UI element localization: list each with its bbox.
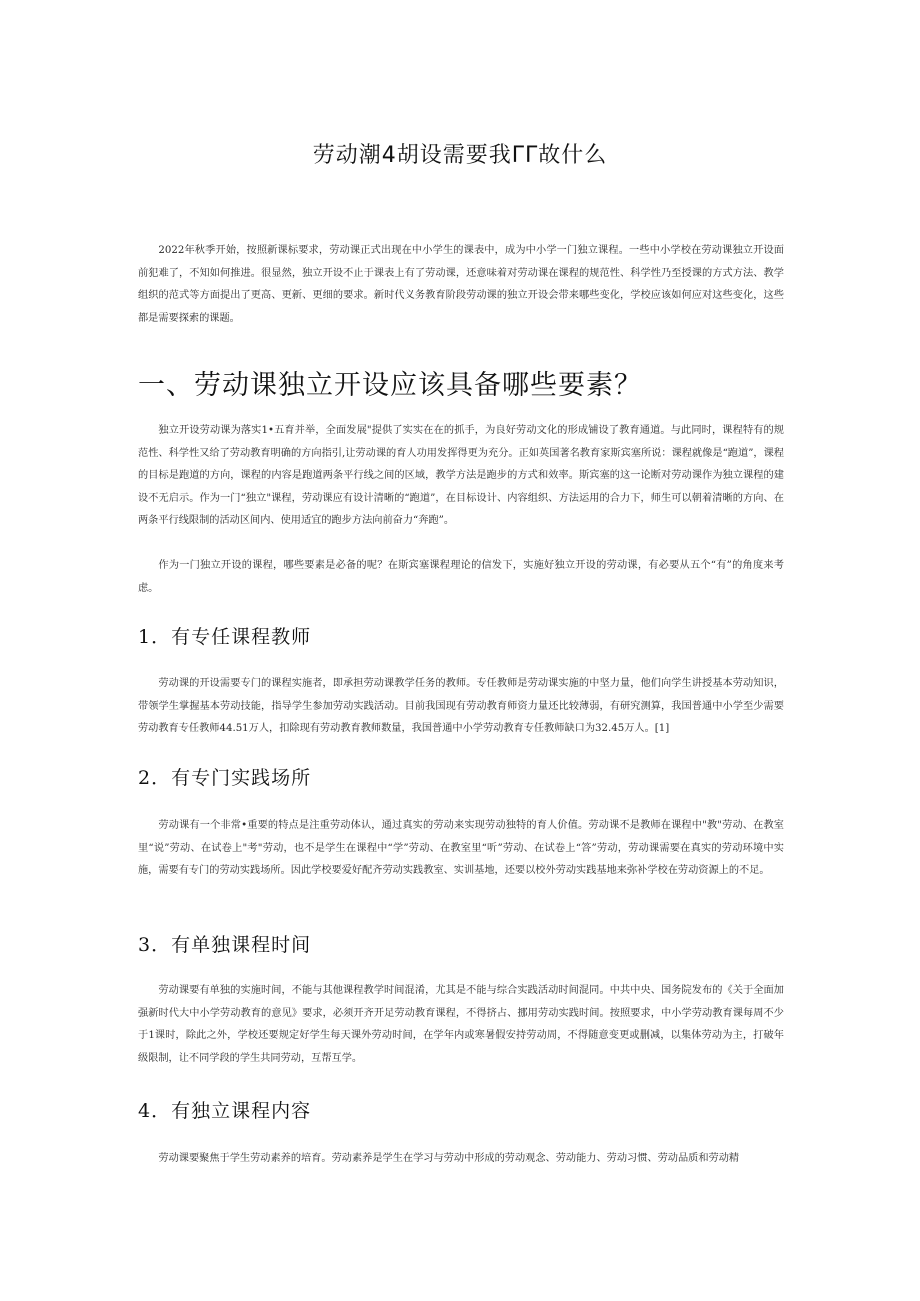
subheading-practice-venues: 2．有专门实践场所 (138, 767, 312, 789)
paragraph-dedicated-teachers: 劳动课的开设需要专门的课程实施者，即承担劳动课教学任务的教师。专任教师是劳动课实施的中坚力量，他们向学生讲授基本劳动知识，带领学生掌握基本劳动技能，指导学生参加劳动实践活动。目前我国现有劳动教育师资力量还比较薄弱，有研究测算，我国普通中小学至少需要劳动教育专任教师44.51万人，扣除现有劳动教育教师数量，我国普通中小学劳动教育专任教师缺口为32.45万人。[1] (138, 678, 784, 735)
paragraph-practice-venues: 劳动课有一个非常•重要的特点是注重劳动体认，通过真实的劳动来实现劳动独特的育人价值。劳动课不是教师在课程中"教"劳动、在教室里“说”劳动、在试卷上"考"劳动，也不是学生在课程中“学”劳动、在教室里“听”劳动、在试卷上“答”劳动，劳动课需要在真实的劳动环境中实施，需要有专门的劳动实践场所。因此学校要爱好配齐劳动实践教室、实训基地，还要以校外劳动实践基地来弥补学校在劳动资源上的不足。 (138, 820, 784, 877)
paragraph-independent-content: 劳动课要聚焦于学生劳动素养的培育。劳动素养是学生在学习与劳动中形成的劳动观念、劳动能力、劳动习惯、劳动品质和劳动精 (158, 1153, 740, 1164)
document-title: 劳动潮4胡设需要我ΓΓ故什么 (312, 143, 608, 168)
intro-paragraph: 2022年秋季开始，按照新课标要求，劳动课正式出现在中小学生的课表中，成为中小学一门独立课程。一些中小学校在劳动课独立开设面前犯难了，不知如何推进。很显然，独立开设不止于课表上有了劳动课，还意味着对劳动课在课程的规范性、科学性乃至授课的方式方法、教学组织的范式等方面提出了更高、更新、更细的要求。新时代义务教育阶段劳动课的独立开设会带来哪些变化，学校应该如何应对这些变化，这些都是需要探索的课题。 (138, 245, 784, 324)
subheading-separate-time: 3．有单独课程时间 (138, 934, 312, 956)
section1-paragraph-1: 独立开设劳动课为落实1•五育并举，全面发展"提供了实实在在的抓手，为良好劳动文化的形成铺设了教育通道。与此同时，课程特有的规范性、科学性又给了劳动教育明确的方向指引,让劳动课的育人功用发挥得更为充分。正如英国著名教育家斯宾塞所说：课程就像是“跑道”，课程的目标是跑道的方向，课程的内容是跑道两条平行线之间的区域，教学方法是跑步的方式和效率。斯宾塞的这一论断对劳动课作为独立课程的建设不无启示。作为一门“独立"课程，劳动课应有设计清晰的“跑道”，在目标设计、内容组织、方法运用的合力下，师生可以朝着清晰的方向、在两条平行线限制的活动区间内、使用适宜的跑步方法向前奋力“奔跑”。 (138, 425, 784, 527)
subheading-independent-content: 4．有独立课程内容 (138, 1100, 312, 1122)
section-heading-elements: 一、劳动课独立开设应该具备哪些要素？ (138, 370, 642, 401)
paragraph-separate-time: 劳动课要有单独的实施时间，不能与其他课程教学时间混淆，尤其是不能与综合实践活动时间混同。中共中央、国务院发布的《关于全面加强新时代大中小学劳动教育的意见》要求，必须开齐开足劳动教育课程，不得挤占、挪用劳动实践时间。按照要求，中小学劳动教育课每周不少于1课时，除此之外，学校还要规定好学生每天课外劳动时间，在学年内或寒暑假安持劳动周，不得随意变更或删减，以集体劳动为主，打破年级限制，让不同学段的学生共同劳动，互帮互学。 (138, 985, 784, 1064)
subheading-dedicated-teachers: 1．有专任课程教师 (138, 626, 312, 648)
section1-paragraph-2: 作为一门独立开设的课程，哪些要素是必备的呢？在斯宾塞课程理论的信发下，实施好独立开设的劳动课，有必要从五个“有”的角度来考虑。 (138, 560, 784, 594)
